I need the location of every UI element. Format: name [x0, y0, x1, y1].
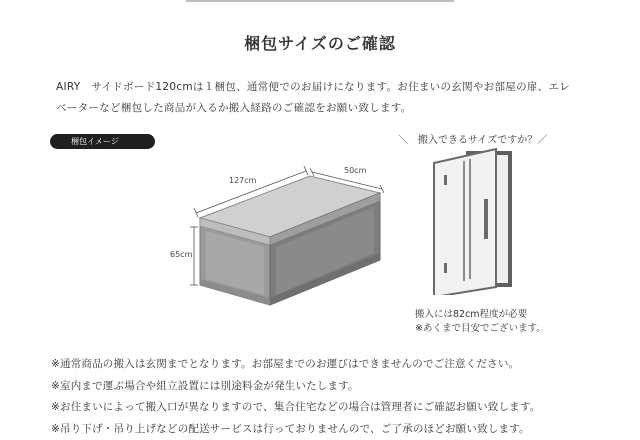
door-hinge-bottom	[444, 263, 447, 273]
dimension-height: 65cm	[170, 250, 192, 259]
note-item: ※お住まいによって搬入口が異なりますので、集合住宅などの場合は管理者にご確認お願い致します。	[51, 397, 631, 419]
intro-line-2: ベーターなど梱包した商品が入るか搬入経路のご確認をお願い致します。	[56, 98, 596, 119]
note-item: ※室内まで運ぶ場合や組立設置には別途料金が発生いたします。	[51, 376, 631, 398]
package-image-label: 梱包イメージ	[50, 134, 155, 149]
note-item: ※吊り下げ・吊り上げなどの配送サービスは行っておりませんので、ご了承のほどお願い致します。	[51, 419, 631, 440]
entry-requirement: 搬入には82cm程度が必要	[415, 308, 546, 322]
door-handle	[484, 199, 488, 239]
dimension-depth: 50cm	[344, 166, 366, 175]
entry-disclaimer: ※あくまで目安でございます。	[415, 322, 546, 336]
intro-text	[56, 77, 596, 119]
door-hinge-top	[444, 175, 447, 185]
door-illustration	[410, 145, 520, 295]
top-divider	[186, 0, 454, 2]
package-box-illustration	[160, 155, 390, 320]
entry-requirement-note	[415, 308, 546, 336]
entry-question: ＼ 搬入できるサイズですか？／	[398, 131, 547, 146]
intro-line-1: AIRY サイドボード120cmは１梱包、通常便でのお届けになります。お住まいの玄関やお部屋の扉、エレ	[56, 77, 596, 98]
note-item: ※通常商品の搬入は玄関までとなります。お部屋までのお運びはできませんのでご注意ください。	[51, 354, 631, 376]
dimension-width: 127cm	[229, 176, 256, 185]
notes-list	[51, 354, 631, 440]
page-title: 梱包サイズのご確認	[0, 31, 640, 54]
